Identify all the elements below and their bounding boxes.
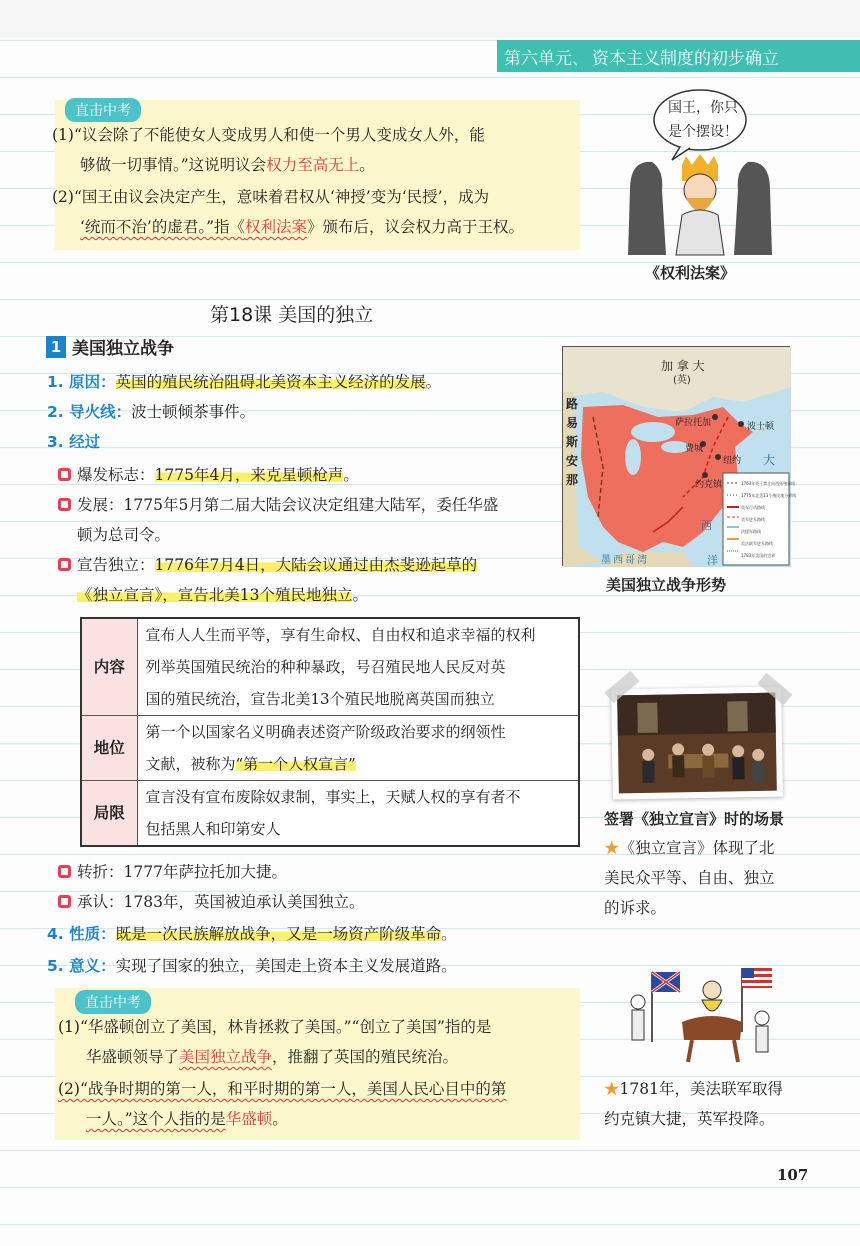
- map-caption: 美国独立战争形势: [606, 576, 727, 594]
- cartoon-yorktown: [622, 962, 782, 1066]
- header-band: [0, 0, 860, 38]
- bullet-icon: [58, 498, 71, 511]
- exam-question-2-cont: ‘统而不治’的虚君。”指《权利法案》颁布后，议会权力高于王权。: [80, 218, 525, 236]
- table-cell: 国的殖民统治，宣告北美13个殖民地脱离英国而独立: [137, 683, 579, 716]
- photo-note: ★《独立宣言》体现了北 美民众平等、自由、独立 的诉求。: [604, 839, 775, 917]
- map-label-canada-sub: (英): [673, 375, 691, 386]
- exam-question-2: (2)“国王由议会决定产生，意味着君权从‘神授’变为‘民授’，成为: [52, 188, 490, 206]
- turning-point-item: 转折：1777年萨拉托加大捷。: [58, 860, 287, 884]
- outbreak-item: 爆发标志：1775年4月，来克星顿枪声。: [58, 463, 359, 487]
- development-item: 发展：1775年5月第二届大陆会议决定组建大陆军，委任华盛: [58, 493, 498, 517]
- section-number: 1: [46, 336, 66, 358]
- fuse-item: 2. 导火线：波士顿倾茶事件。: [47, 403, 256, 421]
- table-cell: 包括黑人和印第安人: [137, 813, 579, 846]
- unit-label: 第六单元、: [504, 49, 589, 69]
- map-label-canada: 加 拿 大: [661, 359, 705, 373]
- exam-tag: 直击中考: [65, 98, 141, 122]
- page-number: 107: [777, 1166, 809, 1184]
- war-map: [562, 346, 797, 567]
- exam-question-2-cont: 一人。”这个人指的是华盛顿。: [86, 1110, 288, 1128]
- lesson-title: 第18课 美国的独立: [210, 304, 374, 326]
- exam-question-2: (2)“战争时期的第一人，和平时期的第一人，美国人民心目中的第: [58, 1080, 507, 1098]
- exam-question-1: (1)“华盛顿创立了美国，林肯拯救了美国。”“创立了美国”指的是: [58, 1018, 492, 1036]
- signing-photo: [611, 687, 783, 800]
- map-label-newyork: 纽约: [723, 456, 742, 466]
- table-cell: 列举英国殖民统治的种种暴政，号召殖民地人民反对英: [137, 651, 579, 683]
- star-icon: ★: [604, 839, 620, 857]
- table-cell: 宣言没有宣布废除奴隶制，事实上，天赋人权的享有者不: [137, 781, 579, 814]
- table-head-status: 地位: [81, 716, 137, 781]
- table-cell: 文献，被称为“第一个人权宣言”: [137, 748, 579, 781]
- bullet-icon: [58, 895, 71, 908]
- map-label-yorktown: 约克镇: [695, 480, 723, 490]
- bullet-icon: [58, 865, 71, 878]
- section-title: 美国独立战争: [72, 339, 174, 359]
- exam-box-2: [55, 988, 580, 1140]
- map-label-ocean: 洋: [707, 554, 718, 567]
- unit-title: 资本主义制度的初步确立: [592, 49, 779, 69]
- map-label-louisiana: 路易斯安那: [566, 397, 579, 487]
- bullet-icon: [58, 468, 71, 481]
- star-icon: ★: [604, 1080, 620, 1098]
- exam-question-1-cont: 华盛顿领导了美国独立战争，推翻了英国的殖民统治。: [86, 1048, 459, 1066]
- map-label-philadelphia: 费城: [685, 444, 704, 454]
- declaration-table: [80, 617, 580, 847]
- process-item: 3. 经过: [47, 433, 101, 451]
- exam-question-1: (1)“议会除了不能使女人变成男人和使一个男人变成女人外，能: [52, 126, 485, 144]
- cartoon-note: ★1781年，美法联军取得 约克镇大捷，英军投降。: [604, 1080, 783, 1128]
- exam-question-1-cont: 够做一切事情。”这说明议会权力至高无上。: [80, 156, 375, 174]
- speech-bubble-text: 国王，你只 是个摆设！: [668, 100, 738, 140]
- recognition-item: 承认：1783年，英国被迫承认美国独立。: [58, 890, 364, 914]
- bullet-icon: [58, 558, 71, 571]
- table-head-content: 内容: [81, 618, 137, 716]
- map-label-boston: 波士顿: [747, 422, 775, 432]
- meaning-item: 5. 意义：实现了国家的独立，美国走上资本主义发展道路。: [47, 957, 457, 975]
- declare-item-cont: 《独立宣言》，宣告北美13个殖民地独立。: [77, 586, 368, 604]
- table-head-limit: 局限: [81, 781, 137, 847]
- exam-tag: 直击中考: [75, 990, 151, 1014]
- cartoon-caption: 《权利法案》: [645, 264, 736, 282]
- exam-box-1: [52, 100, 580, 250]
- map-legend: 1763年英王禁止向西拓殖界线 1775年北美13个殖民地分界线 英军行动路线 美军进军路线 法援军路线 美法联军进军路线 1783年美国的边界: [741, 481, 797, 558]
- map-label-big: 大: [763, 453, 776, 467]
- map-label-gulf: 墨西哥湾: [601, 555, 649, 566]
- cartoon-bill-of-rights: [620, 90, 780, 260]
- nature-item: 4. 性质：既是一次民族解放战争，又是一场资产阶级革命。: [47, 925, 457, 943]
- photo-caption: 签署《独立宣言》时的场景: [604, 810, 785, 828]
- map-label-west: 西: [701, 519, 712, 532]
- declare-item: 宣告独立：1776年7月4日，大陆会议通过由杰斐逊起草的: [58, 553, 477, 577]
- table-cell: 第一个以国家名义明确表述资产阶级政治要求的纲领性: [137, 716, 579, 749]
- map-label-saratoga: 萨拉托加: [675, 418, 712, 428]
- table-cell: 宣布人人生而平等，享有生命权、自由权和追求幸福的权利: [137, 618, 579, 651]
- cause-item: 1. 原因：英国的殖民统治阻碍北美资本主义经济的发展。: [47, 373, 442, 391]
- development-item-cont: 顿为总司令。: [77, 526, 171, 544]
